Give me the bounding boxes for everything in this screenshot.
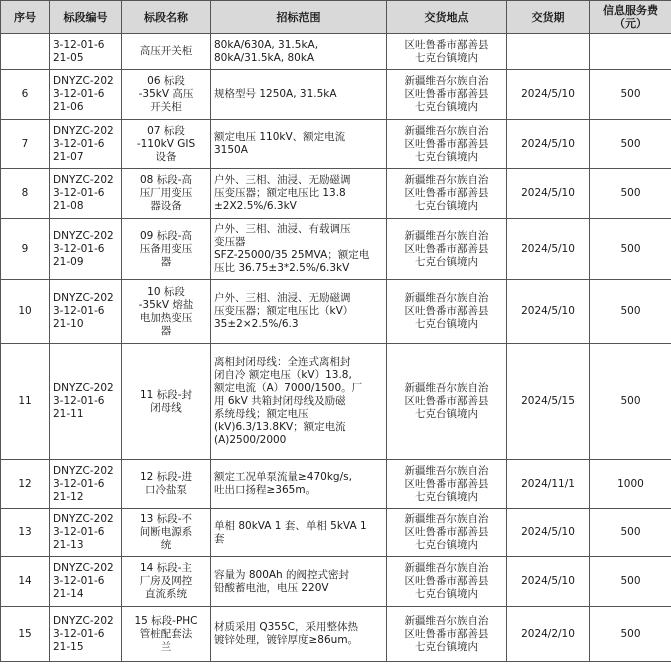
header-name: 标段名称 (122, 1, 211, 34)
cell-scope: 户外、三相、油浸、无励磁调 压变压器；额定电压比 13.8 ±2X2.5%/6.3kV (211, 169, 387, 219)
cell-no: 13 (1, 509, 50, 557)
cell-name: 15 标段-PHC 管桩配套法 兰 (122, 607, 211, 662)
cell-name: 14 标段-主 厂房及网控 直流系统 (122, 557, 211, 607)
cell-fee: 500 (590, 557, 671, 607)
cell-scope: 额定电压 110kV、额定电流 3150A (211, 120, 387, 169)
cell-no: 15 (1, 607, 50, 662)
header-scope: 招标范围 (211, 1, 387, 34)
cell-no: 6 (1, 70, 50, 120)
cell-place: 新疆维吾尔族自治 区吐鲁番市鄯善县 七克台镇境内 (387, 219, 507, 280)
cell-no: 12 (1, 460, 50, 509)
cell-date: 2024/5/15 (507, 344, 590, 460)
cell-scope: 离相封闭母线：全连式离相封 闭自冷 额定电压（kV）13.8, 额定电流（A）7000/1500。厂 用 6kV 共箱封闭母线及励磁 系统母线；额定电压 (kV)6.3/13.8KV；额定电流 (A)2500/2000 (211, 344, 387, 460)
cell-place: 新疆维吾尔族自治 区吐鲁番市鄯善县 七克台镇境内 (387, 120, 507, 169)
cell-place: 新疆维吾尔族自治 区吐鲁番市鄯善县 七克台镇境内 (387, 280, 507, 344)
cell-date: 2024/5/10 (507, 120, 590, 169)
cell-code: DNYZC-202 3-12-01-6 21-09 (50, 219, 122, 280)
cell-no: 9 (1, 219, 50, 280)
cell-fee (590, 34, 671, 70)
header-place: 交货地点 (387, 1, 507, 34)
cell-code: DNYZC-202 3-12-01-6 21-08 (50, 169, 122, 219)
cell-date: 2024/5/10 (507, 509, 590, 557)
cell-code: 3-12-01-6 21-05 (50, 34, 122, 70)
cell-date: 2024/5/10 (507, 169, 590, 219)
cell-code: DNYZC-202 3-12-01-6 21-11 (50, 344, 122, 460)
cell-name: 07 标段 -110kV GIS 设备 (122, 120, 211, 169)
cell-no: 8 (1, 169, 50, 219)
cell-no: 7 (1, 120, 50, 169)
cell-fee: 500 (590, 70, 671, 120)
header-row (1, 1, 671, 34)
cell-name: 13 标段-不 间断电源系 统 (122, 509, 211, 557)
cell-fee: 500 (590, 169, 671, 219)
cell-scope: 户外、三相、油浸、有载调压 变压器 SFZ-25000/35 25MVA；额定电 压比 36.75±3*2.5%/6.3kV (211, 219, 387, 280)
cell-date: 2024/5/10 (507, 280, 590, 344)
cell-place: 新疆维吾尔族自治 区吐鲁番市鄯善县 七克台镇境内 (387, 509, 507, 557)
table-row (1, 34, 671, 70)
cell-place: 新疆维吾尔族自治 区吐鲁番市鄯善县 七克台镇境内 (387, 460, 507, 509)
cell-no: 10 (1, 280, 50, 344)
cell-no (1, 34, 50, 70)
cell-code: DNYZC-202 3-12-01-6 21-12 (50, 460, 122, 509)
cell-scope: 额定工况单泵流量≥470kg/s, 吐出口扬程≥365m。 (211, 460, 387, 509)
cell-no: 14 (1, 557, 50, 607)
header-fee: 信息服务费（元） (590, 1, 671, 34)
cell-date: 2024/11/1 (507, 460, 590, 509)
cell-name: 08 标段-高 压厂用变压 器设备 (122, 169, 211, 219)
table-row (1, 460, 671, 509)
cell-date (507, 34, 590, 70)
table-row (1, 280, 671, 344)
cell-code: DNYZC-202 3-12-01-6 21-10 (50, 280, 122, 344)
cell-place: 新疆维吾尔族自治 区吐鲁番市鄯善县 七克台镇境内 (387, 344, 507, 460)
cell-code: DNYZC-202 3-12-01-6 21-13 (50, 509, 122, 557)
cell-fee: 500 (590, 509, 671, 557)
table-row (1, 70, 671, 120)
cell-fee: 1000 (590, 460, 671, 509)
cell-scope: 户外、三相、油浸、无励磁调 压变压器；额定电压比（kV） 35±2×2.5%/6.3 (211, 280, 387, 344)
cell-place: 区吐鲁番市鄯善县 七克台镇境内 (387, 34, 507, 70)
cell-no: 11 (1, 344, 50, 460)
header-code: 标段编号 (50, 1, 122, 34)
cell-name: 12 标段-进 口冷盐泵 (122, 460, 211, 509)
table-row (1, 120, 671, 169)
cell-place: 新疆维吾尔族自治 区吐鲁番市鄯善县 七克台镇境内 (387, 70, 507, 120)
cell-scope: 单相 80kVA 1 套、单相 5kVA 1 套 (211, 509, 387, 557)
table-row (1, 344, 671, 460)
cell-name: 11 标段-封 闭母线 (122, 344, 211, 460)
cell-code: DNYZC-202 3-12-01-6 21-14 (50, 557, 122, 607)
table-row (1, 169, 671, 219)
cell-code: DNYZC-202 3-12-01-6 21-07 (50, 120, 122, 169)
cell-fee: 500 (590, 344, 671, 460)
cell-date: 2024/5/10 (507, 557, 590, 607)
cell-date: 2024/2/10 (507, 607, 590, 662)
table-row (1, 557, 671, 607)
cell-code: DNYZC-202 3-12-01-6 21-15 (50, 607, 122, 662)
cell-name: 06 标段 -35kV 高压 开关柜 (122, 70, 211, 120)
cell-name: 10 标段 -35kV 熔盐 电加热变压 器 (122, 280, 211, 344)
cell-code: DNYZC-202 3-12-01-6 21-06 (50, 70, 122, 120)
cell-place: 新疆维吾尔族自治 区吐鲁番市鄯善县 七克台镇境内 (387, 169, 507, 219)
cell-fee: 500 (590, 280, 671, 344)
cell-place: 新疆维吾尔族自治 区吐鲁番市鄯善县 七克台镇境内 (387, 607, 507, 662)
cell-fee: 500 (590, 219, 671, 280)
cell-scope: 80kA/630A, 31.5kA, 80kA/31.5kA, 80kA (211, 34, 387, 70)
cell-date: 2024/5/10 (507, 219, 590, 280)
header-date: 交货期 (507, 1, 590, 34)
table-row (1, 219, 671, 280)
cell-place: 新疆维吾尔族自治 区吐鲁番市鄯善县 七克台镇境内 (387, 557, 507, 607)
header-no: 序号 (1, 1, 50, 34)
cell-date: 2024/5/10 (507, 70, 590, 120)
table-row (1, 607, 671, 662)
cell-fee: 500 (590, 120, 671, 169)
cell-scope: 材质采用 Q355C，采用整体热 镀锌处理，镀锌厚度≥86um。 (211, 607, 387, 662)
table-row (1, 509, 671, 557)
cell-fee: 500 (590, 607, 671, 662)
cell-scope: 规格型号 1250A, 31.5kA (211, 70, 387, 120)
cell-name: 09 标段-高 压备用变压 器 (122, 219, 211, 280)
cell-scope: 容量为 800Ah 的阀控式密封 铅酸蓄电池，电压 220V (211, 557, 387, 607)
cell-name: 高压开关柜 (122, 34, 211, 70)
